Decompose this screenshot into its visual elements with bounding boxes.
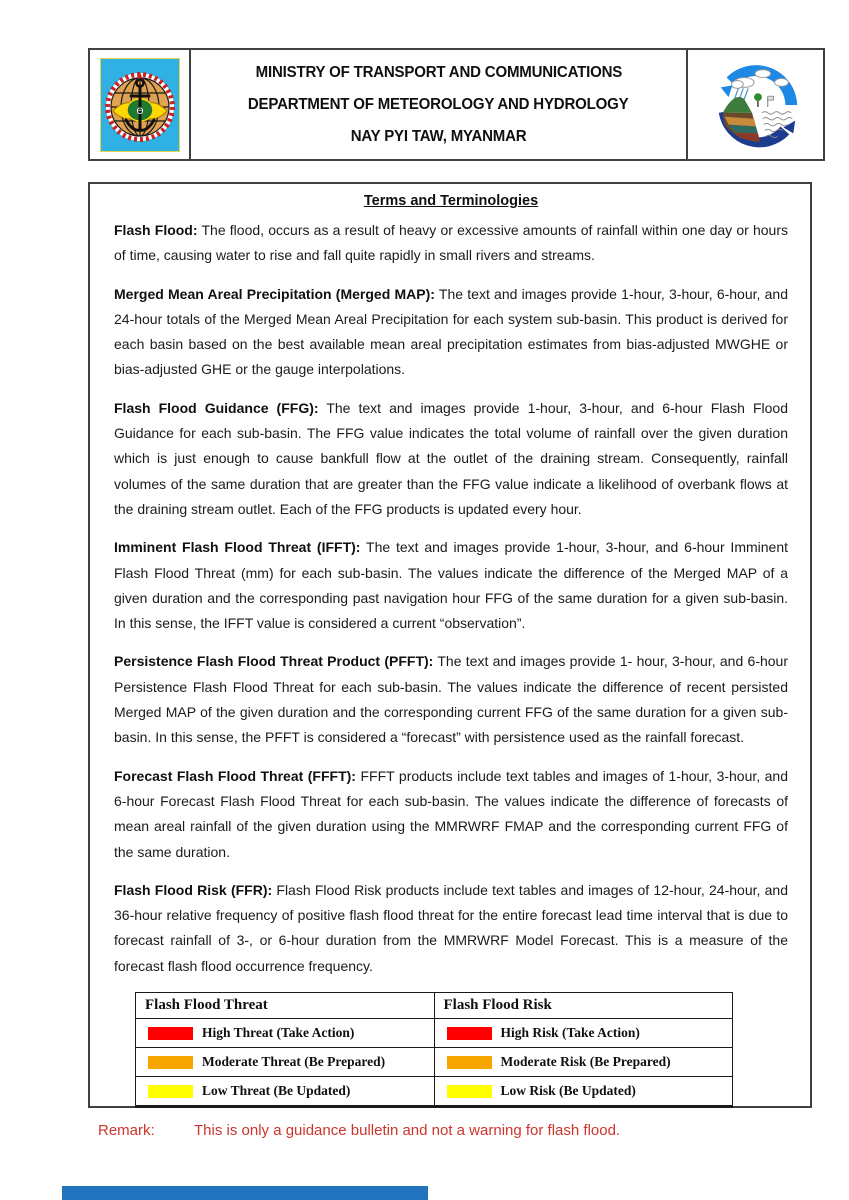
term-definition: Flash Flood Risk products include text tables and images of 12-hour, 24-hour, and 36-hour relative frequency of positive flash flood threat for the entire forecast lead time interval that is due to forecast rainfall of 3-, or 6-hour duration from the MMRWRF Model Forecast. This is a measure of the forecast flash flood occurrence frequency. — [114, 881, 788, 974]
legend-row-high — [136, 1019, 733, 1048]
threat-risk-legend-table — [135, 992, 733, 1108]
header-left-logo-cell — [90, 50, 191, 159]
moderate-threat-color-swatch — [148, 1056, 193, 1069]
term-definition: The text and images provide 1-hour, 3-hour, 6-hour, and 24-hour totals of the Merged Mean Areal Precipitation for each system sub-basin. This product is derived for each basin based on the best available mean areal precipitation estimates from bias-adjusted MWGHE or bias-adjusted GHE or the gauge interpolations. — [114, 285, 788, 378]
page-title: Terms and Terminologies — [363, 193, 539, 209]
term-label: Flash Flood: — [114, 222, 198, 238]
paragraph-pfft — [114, 649, 788, 750]
term-definition: The flood, occurs as a result of heavy or excessive amounts of rainfall within one day or hours of time, causing water to rise and fall quite rapidly in small rivers and streams. — [114, 222, 788, 264]
header-right-logo-cell — [686, 50, 823, 159]
term-definition: FFFT products include text tables and images of 1-hour, 3-hour, and 6-hour Forecast Flash Flood Threat for each sub-basin. The values indicate the difference of forecasts of mean areal rainfall of the given duration using the MMRWRF FMAP and the corresponding current FFG of the same duration. — [114, 767, 789, 860]
term-label: Persistence Flash Flood Threat Product (PFFT): — [114, 653, 434, 670]
terms-box — [88, 182, 812, 1108]
legend-row-low — [136, 1077, 733, 1107]
legend-row-moderate — [136, 1048, 733, 1077]
moderate-risk-label: Moderate Risk (Be Prepared) — [500, 1054, 671, 1070]
term-label: Flash Flood Risk (FFR): — [114, 881, 273, 898]
term-definition: The text and images provide 1- hour, 3-hour, and 6-hour Persistence Flash Flood Threat for each sub-basin. The values indicate the difference of recent persisted Merged MAP of the given duration and the corresponding current FFG of the same duration for a given sub-basin. In this sense, the PFFT is considered a “forecast” with persistence used as the rainfall forecast. — [114, 653, 788, 746]
low-threat-label: Low Threat (Be Updated) — [202, 1083, 351, 1099]
svg-text:Θ: Θ — [135, 106, 144, 117]
column-header-threat: Flash Flood Threat — [145, 997, 268, 1014]
header-line-ministry: MINISTRY OF TRANSPORT AND COMMUNICATIONS — [255, 63, 622, 81]
low-risk-color-swatch — [447, 1085, 492, 1098]
paragraph-ifft — [114, 535, 788, 636]
moderate-risk-color-swatch — [447, 1056, 492, 1069]
remark-text: This is only a guidance bulletin and not a warning for flash flood. — [194, 1122, 621, 1139]
remark-label: Remark: — [98, 1122, 155, 1139]
ministry-seal-icon — [100, 58, 180, 152]
high-threat-color-swatch — [148, 1027, 193, 1040]
high-risk-label: High Risk (Take Action) — [500, 1025, 640, 1041]
paragraph-ffr — [114, 878, 788, 979]
term-definition: The text and images provide 1-hour, 3-hour, and 6-hour Flash Flood Guidance for each sub-basin. The FFG value indicates the total volume of rainfall over the given duration which is just enough to cause bankfull flow at the outlet of the draining stream. Consequently, rainfall volumes of the same duration that are greater than the FFG value indicate a likelihood of overbank flows at the draining stream outlet. Each of the FFG products is updated every hour. — [114, 399, 789, 517]
high-threat-label: High Threat (Take Action) — [202, 1025, 355, 1041]
low-risk-label: Low Risk (Be Updated) — [500, 1083, 636, 1099]
paragraph-ffft — [114, 764, 788, 865]
water-cycle-icon — [707, 56, 805, 154]
term-definition: The text and images provide 1-hour, 3-hour, and 6-hour Imminent Flash Flood Threat (mm) for each sub-basin. The values indicate the difference of the Merged MAP of a given duration and the corresponding past navigation hour FFG of the same duration for a given sub-basin. In this sense, the IFFT value is considered a current “observation”. — [114, 539, 789, 632]
term-label: Forecast Flash Flood Threat (FFFT): — [114, 767, 356, 784]
low-threat-color-swatch — [148, 1085, 193, 1098]
header-title-block — [191, 50, 686, 159]
header-line-location: NAY PYI TAW, MYANMAR — [350, 127, 527, 145]
paragraph-flash-flood — [114, 218, 788, 269]
document-header — [88, 48, 825, 161]
column-header-risk: Flash Flood Risk — [443, 997, 552, 1014]
term-label: Merged Mean Areal Precipitation (Merged MAP): — [114, 285, 435, 302]
header-line-department: DEPARTMENT OF METEOROLOGY AND HYDROLOGY — [248, 95, 629, 113]
legend-header-row — [136, 993, 733, 1019]
next-page-header-strip — [62, 1186, 428, 1200]
moderate-threat-label: Moderate Threat (Be Prepared) — [202, 1054, 386, 1070]
paragraph-ffg — [114, 396, 788, 522]
remark — [98, 1122, 620, 1139]
term-label: Flash Flood Guidance (FFG): — [114, 399, 319, 416]
high-risk-color-swatch — [447, 1027, 492, 1040]
paragraph-merged-map — [114, 282, 788, 383]
term-label: Imminent Flash Flood Threat (IFFT): — [114, 539, 361, 556]
